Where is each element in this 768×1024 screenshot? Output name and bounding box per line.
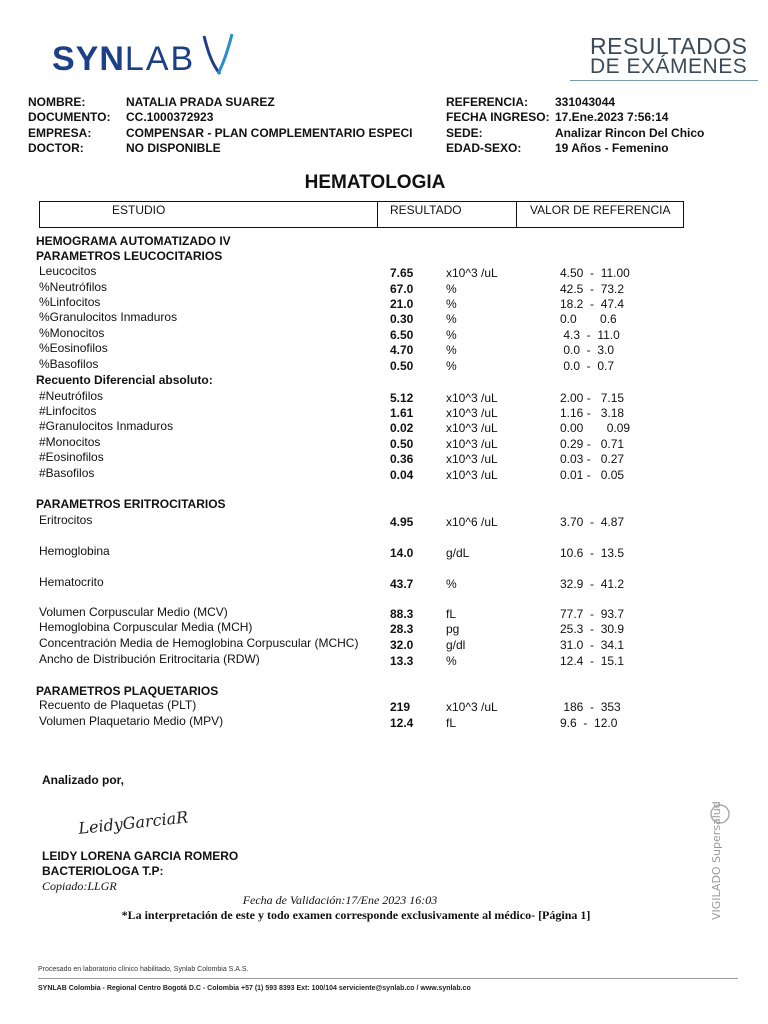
result-value: 0.50 [390,437,414,451]
result-unit: % [446,297,457,311]
result-row [0,310,768,325]
result-value: 6.50 [390,328,414,342]
result-name: %Basofilos [39,357,99,371]
result-value: 43.7 [390,577,414,591]
signature [76,800,189,844]
result-reference: 77.7 - 93.7 [560,607,625,621]
result-row [0,326,768,341]
result-reference: 0.0 - 0.7 [560,359,615,373]
result-reference: 32.9 - 41.2 [560,577,625,591]
result-unit: x10^3 /uL [446,421,498,435]
result-name: Volumen Plaquetario Medio (MPV) [39,714,224,728]
signature-text: LeidyGarciaR [77,807,189,838]
result-unit: x10^3 /uL [446,468,498,482]
result-name: Volumen Corpuscular Medio (MCV) [39,605,228,619]
section-leucocitarios: PARAMETROS LEUCOCITARIOS [36,249,223,263]
result-row [0,620,768,635]
result-row [0,419,768,434]
logo-lab: LAB [124,40,196,78]
result-name: Ancho de Distribución Eritrocitaria (RDW) [39,652,260,666]
result-value: 0.02 [390,421,414,435]
result-row [0,280,768,295]
contact-info: SYNLAB Colombia - Regional Centro Bogotá D.C - Colombia +57 (1) 593 8393 Ext: 100/104 serviciente@synlab.co / www.synlab.co [38,985,471,992]
empresa-value: COMPENSAR - PLAN COMPLEMENTARIO ESPECI [126,126,413,140]
result-name: #Linfocitos [39,404,97,418]
result-reference: 4.3 - 11.0 [560,328,620,342]
result-unit: % [446,577,457,591]
result-value: 0.30 [390,312,414,326]
fecha-ingreso-label: FECHA INGRESO: [446,110,550,124]
result-row [0,605,768,620]
result-reference: 0.0 - 3.0 [560,343,615,357]
result-row [0,652,768,667]
result-name: Eritrocitos [39,513,93,527]
result-unit: % [446,654,457,668]
column-divider [377,202,378,227]
result-row [0,714,768,729]
result-unit: x10^3 /uL [446,452,498,466]
analyzed-by: Analizado por, [42,773,125,787]
results-title-underline [570,80,758,81]
result-reference: 186 - 353 [560,700,621,714]
page-title: HEMATOLOGIA [304,172,446,193]
result-unit: % [446,328,457,342]
column-resultado: RESULTADO [390,203,462,217]
result-value: 4.95 [390,515,414,529]
result-reference: 0.00 0.09 [560,421,631,435]
synlab-logo [52,40,195,79]
result-row [0,341,768,356]
column-divider [516,202,517,227]
result-unit: x10^3 /uL [446,700,498,714]
result-reference: 0.29 - 0.71 [560,437,625,451]
result-name: #Monocitos [39,435,101,449]
result-row [0,295,768,310]
result-name: %Granulocitos Inmaduros [39,310,178,324]
result-row [0,466,768,481]
result-row [0,357,768,372]
result-row [0,435,768,450]
nombre-value: NATALIA PRADA SUAREZ [126,95,275,109]
result-row [0,698,768,713]
result-reference: 12.4 - 15.1 [560,654,625,668]
section-hemograma: HEMOGRAMA AUTOMATIZADO IV [36,234,231,248]
result-row [0,264,768,279]
result-unit: x10^3 /uL [446,391,498,405]
result-reference: 3.70 - 4.87 [560,515,625,529]
processed-note: Procesado en laboratorio clínico habilitado, Synlab Colombia S.A.S. [38,966,249,973]
column-referencia: VALOR DE REFERENCIA [530,203,671,217]
result-unit: x10^3 /uL [446,266,498,280]
results-title-line1: RESULTADOS [590,33,748,59]
result-value: 7.65 [390,266,414,280]
doctor-value: NO DISPONIBLE [126,141,221,155]
edad-sexo-label: EDAD-SEXO: [446,141,522,155]
result-name: Hemoglobina Corpuscular Media (MCH) [39,620,253,634]
result-reference: 0.03 - 0.27 [560,452,625,466]
result-row [0,513,768,528]
result-unit: % [446,282,457,296]
result-reference: 10.6 - 13.5 [560,546,625,560]
results-title-line2: DE EXÁMENES [590,55,748,78]
result-unit: x10^3 /uL [446,406,498,420]
result-name: %Neutrófilos [39,280,108,294]
result-unit: fL [446,607,457,621]
result-reference: 31.0 - 34.1 [560,638,625,652]
result-value: 28.3 [390,622,414,636]
result-unit: g/dL [446,546,470,560]
signer-name: LEIDY LORENA GARCIA ROMERO [42,849,239,863]
result-value: 0.36 [390,452,414,466]
result-reference: 9.6 - 12.0 [560,716,618,730]
result-unit: % [446,359,457,373]
sede-label: SEDE: [446,126,483,140]
result-reference: 42.5 - 73.2 [560,282,625,296]
documento-label: DOCUMENTO: [28,110,111,124]
section-plaquetarios: PARAMETROS PLAQUETARIOS [36,684,219,698]
result-name: #Basofilos [39,466,95,480]
supersalud-text: VIGILADO Supersalud [710,801,723,920]
result-unit: % [446,343,457,357]
result-reference: 1.16 - 3.18 [560,406,625,420]
result-value: 12.4 [390,716,414,730]
result-name: #Eosinofilos [39,450,104,464]
result-value: 219 [390,700,411,714]
result-row [0,544,768,559]
result-value: 88.3 [390,607,414,621]
result-row [0,450,768,465]
result-unit: x10^6 /uL [446,515,498,529]
result-unit: pg [446,622,460,636]
result-name: %Eosinofilos [39,341,108,355]
result-unit: % [446,312,457,326]
result-name: #Granulocitos Inmaduros [39,419,174,433]
result-value: 5.12 [390,391,414,405]
result-reference: 25.3 - 30.9 [560,622,625,636]
supersalud-seal [682,800,762,930]
result-row [0,575,768,590]
result-value: 0.04 [390,468,414,482]
result-value: 67.0 [390,282,414,296]
result-reference: 4.50 - 11.00 [560,266,630,280]
result-name: Recuento de Plaquetas (PLT) [39,698,197,712]
result-name: Hematocrito [39,575,104,589]
sede-value: Analizar Rincon Del Chico [555,126,705,140]
footer-divider [38,978,738,979]
result-unit: g/dl [446,638,466,652]
result-row [0,636,768,651]
result-reference: 2.00 - 7.15 [560,391,625,405]
synlab-leaf-icon [198,30,238,78]
section-eritrocitarios: PARAMETROS ERITROCITARIOS [36,497,226,511]
result-value: 14.0 [390,546,414,560]
logo-syn: SYN [52,40,125,78]
result-row [0,404,768,419]
referencia-value: 331043044 [555,95,616,109]
empresa-label: EMPRESA: [28,126,92,140]
result-reference: 0.0 0.6 [560,312,617,326]
result-value: 32.0 [390,638,414,652]
result-row [0,389,768,404]
result-value: 13.3 [390,654,414,668]
copied-by: Copiado:LLGR [42,879,117,893]
nombre-label: NOMBRE: [28,95,86,109]
documento-value: CC.1000372923 [126,110,214,124]
result-name: Concentración Media de Hemoglobina Corpuscular (MCHC) [39,636,359,650]
column-estudio: ESTUDIO [112,203,166,217]
result-unit: x10^3 /uL [446,437,498,451]
interpretation-note: *La interpretación de este y todo examen corresponde exclusivamente al médico- [Página 1] [121,908,591,922]
result-name: %Linfocitos [39,295,101,309]
result-value: 1.61 [390,406,414,420]
signer-role: BACTERIOLOGA T.P: [42,864,164,878]
referencia-label: REFERENCIA: [446,95,529,109]
doctor-label: DOCTOR: [28,141,84,155]
section-diferencial: Recuento Diferencial absoluto: [36,373,213,387]
result-value: 21.0 [390,297,414,311]
result-name: #Neutrófilos [39,389,104,403]
edad-sexo-value: 19 Años - Femenino [555,141,669,155]
result-unit: fL [446,716,457,730]
result-name: Leucocitos [39,264,97,278]
result-reference: 18.2 - 47.4 [560,297,625,311]
validation-date: Fecha de Validación:17/Ene 2023 16:03 [242,893,438,907]
fecha-ingreso-value: 17.Ene.2023 7:56:14 [555,110,669,124]
result-reference: 0.01 - 0.05 [560,468,625,482]
result-name: Hemoglobina [39,544,110,558]
result-value: 0.50 [390,359,414,373]
result-value: 4.70 [390,343,414,357]
result-name: %Monocitos [39,326,105,340]
